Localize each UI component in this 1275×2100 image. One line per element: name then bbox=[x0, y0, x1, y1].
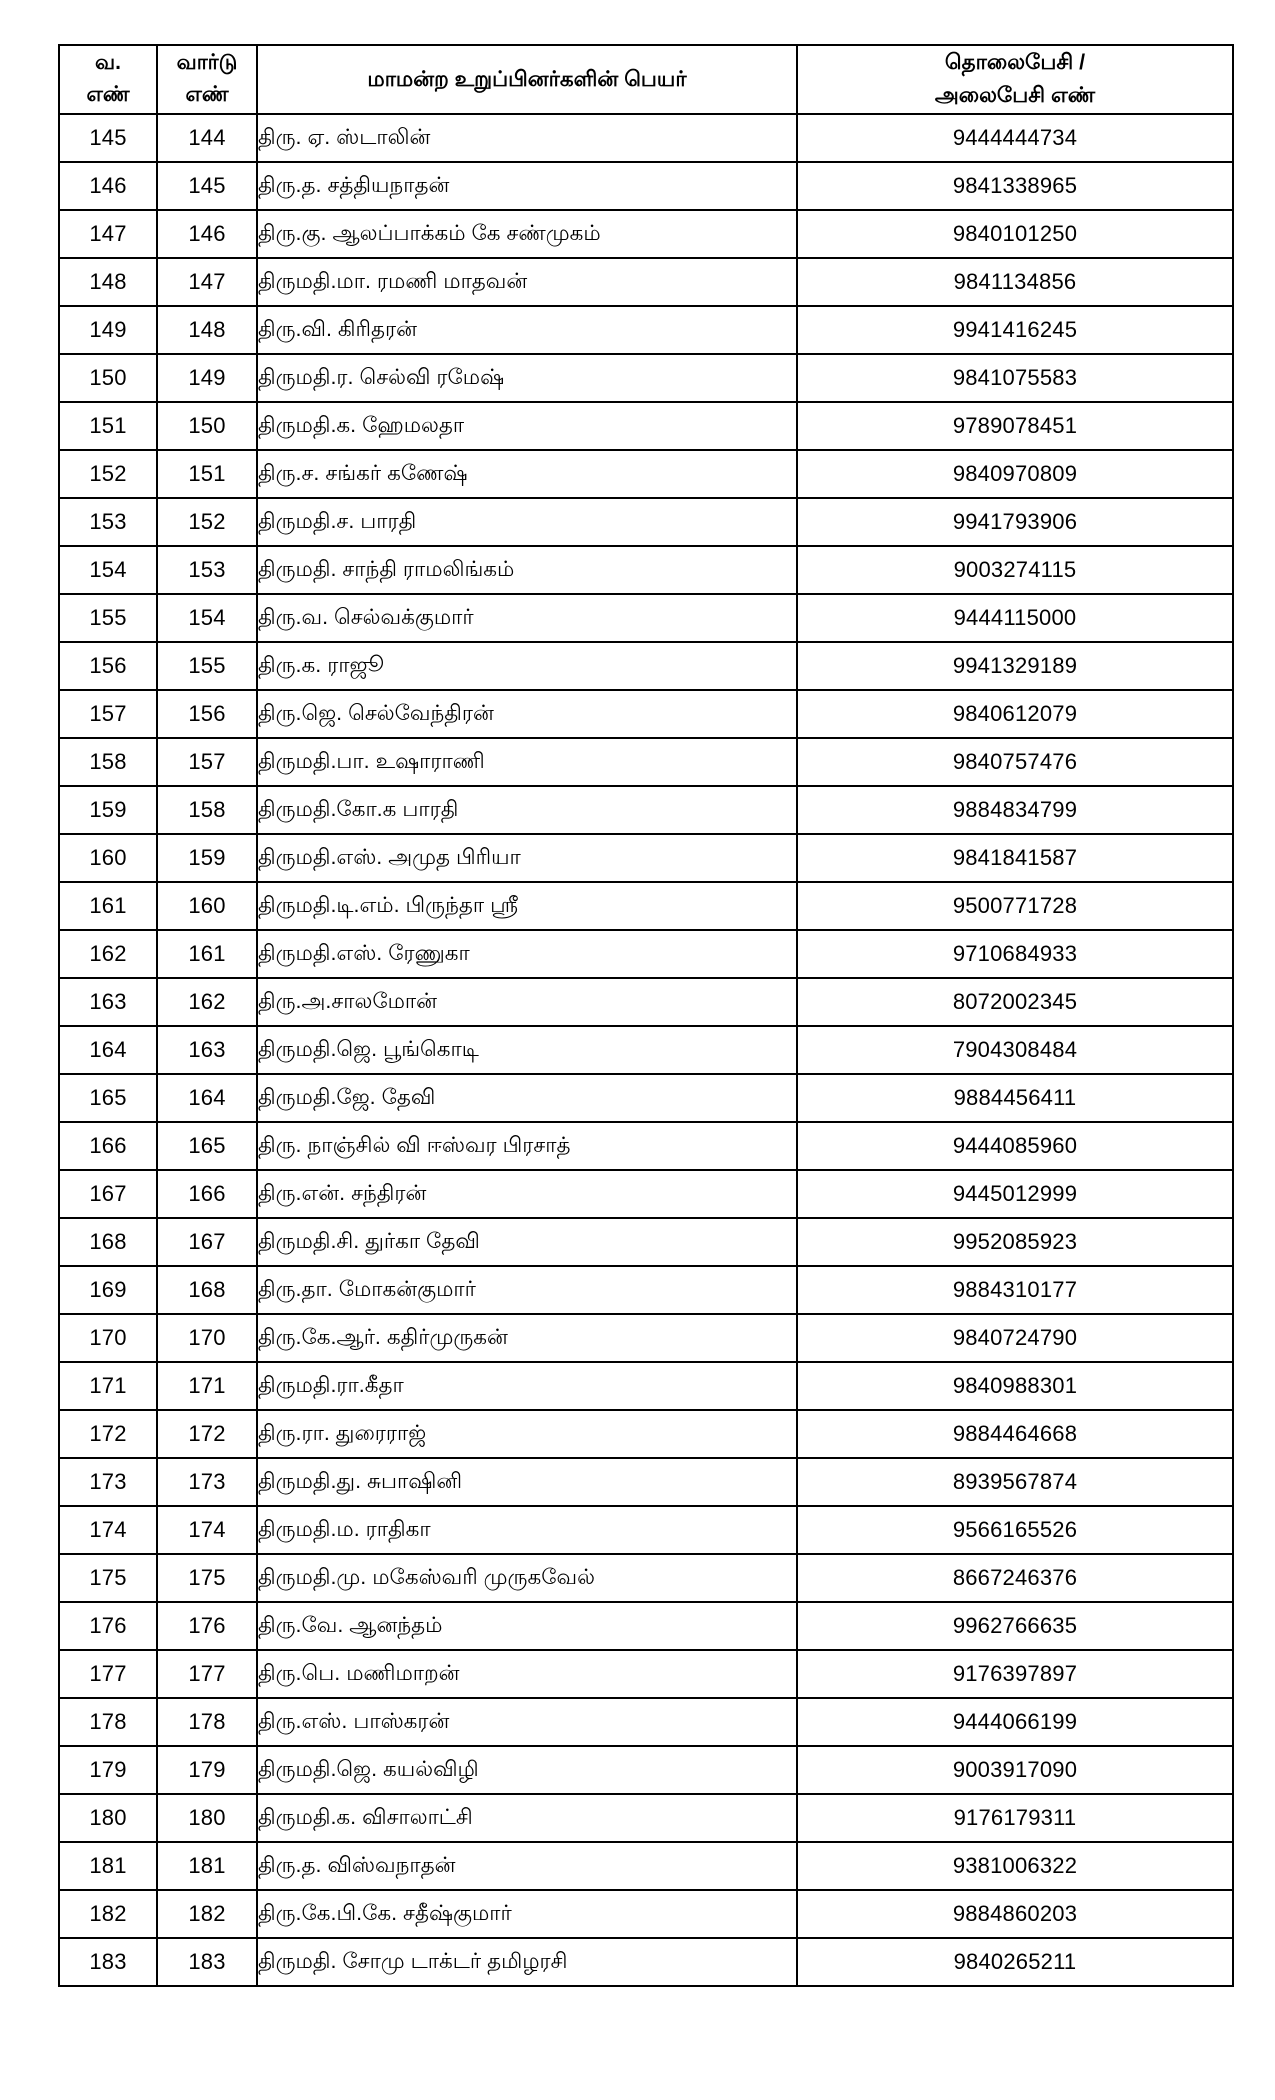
column-header-phone-line1: தொலைபேசி / bbox=[944, 50, 1086, 74]
table-row bbox=[59, 1506, 1233, 1554]
table-row bbox=[59, 882, 1233, 930]
cell-ward-number: 165 bbox=[157, 1122, 257, 1170]
column-header-ward-number bbox=[157, 45, 257, 114]
cell-ward-number: 149 bbox=[157, 354, 257, 402]
cell-serial-number: 158 bbox=[59, 738, 157, 786]
cell-member-name: திரு.கு. ஆலப்பாக்கம் கே சண்முகம் bbox=[257, 210, 797, 258]
cell-phone-number: 7904308484 bbox=[797, 1026, 1233, 1074]
cell-ward-number: 173 bbox=[157, 1458, 257, 1506]
cell-member-name: திரு.என். சந்திரன் bbox=[257, 1170, 797, 1218]
cell-ward-number: 182 bbox=[157, 1890, 257, 1938]
table-row bbox=[59, 1794, 1233, 1842]
table-row bbox=[59, 978, 1233, 1026]
table-row bbox=[59, 1218, 1233, 1266]
cell-ward-number: 159 bbox=[157, 834, 257, 882]
cell-member-name: திருமதி.க. ஹேமலதா bbox=[257, 402, 797, 450]
cell-ward-number: 153 bbox=[157, 546, 257, 594]
council-members-table bbox=[58, 44, 1234, 1987]
cell-phone-number: 9841841587 bbox=[797, 834, 1233, 882]
table-row bbox=[59, 1554, 1233, 1602]
table-row bbox=[59, 402, 1233, 450]
cell-serial-number: 166 bbox=[59, 1122, 157, 1170]
cell-member-name: திருமதி.பா. உஷாராணி bbox=[257, 738, 797, 786]
cell-member-name: திருமதி. சாந்தி ராமலிங்கம் bbox=[257, 546, 797, 594]
cell-ward-number: 148 bbox=[157, 306, 257, 354]
cell-member-name: திரு.வி. கிரிதரன் bbox=[257, 306, 797, 354]
column-header-serial-number bbox=[59, 45, 157, 114]
cell-phone-number: 9710684933 bbox=[797, 930, 1233, 978]
table-row bbox=[59, 114, 1233, 162]
cell-member-name: திரு.அ.சாலமோன் bbox=[257, 978, 797, 1026]
cell-serial-number: 177 bbox=[59, 1650, 157, 1698]
table-row bbox=[59, 1938, 1233, 1986]
cell-phone-number: 9884310177 bbox=[797, 1266, 1233, 1314]
cell-serial-number: 161 bbox=[59, 882, 157, 930]
cell-phone-number: 9841075583 bbox=[797, 354, 1233, 402]
cell-phone-number: 9840988301 bbox=[797, 1362, 1233, 1410]
cell-phone-number: 9884456411 bbox=[797, 1074, 1233, 1122]
cell-phone-number: 9941793906 bbox=[797, 498, 1233, 546]
table-body bbox=[59, 114, 1233, 1986]
cell-ward-number: 174 bbox=[157, 1506, 257, 1554]
column-header-serial-line2: எண் bbox=[86, 83, 130, 107]
column-header-serial-line1: வ. bbox=[95, 50, 121, 74]
cell-member-name: திரு.வே. ஆனந்தம் bbox=[257, 1602, 797, 1650]
cell-member-name: திருமதி.ஜெ. கயல்விழி bbox=[257, 1746, 797, 1794]
cell-phone-number: 9176179311 bbox=[797, 1794, 1233, 1842]
cell-phone-number: 9444085960 bbox=[797, 1122, 1233, 1170]
cell-serial-number: 172 bbox=[59, 1410, 157, 1458]
cell-phone-number: 9841338965 bbox=[797, 162, 1233, 210]
cell-member-name: திரு.பெ. மணிமாறன் bbox=[257, 1650, 797, 1698]
cell-member-name: திருமதி. சோமு டாக்டர் தமிழரசி bbox=[257, 1938, 797, 1986]
cell-serial-number: 148 bbox=[59, 258, 157, 306]
cell-ward-number: 152 bbox=[157, 498, 257, 546]
cell-serial-number: 156 bbox=[59, 642, 157, 690]
cell-serial-number: 147 bbox=[59, 210, 157, 258]
cell-serial-number: 182 bbox=[59, 1890, 157, 1938]
table-row bbox=[59, 1362, 1233, 1410]
cell-phone-number: 9941329189 bbox=[797, 642, 1233, 690]
cell-phone-number: 9500771728 bbox=[797, 882, 1233, 930]
cell-serial-number: 175 bbox=[59, 1554, 157, 1602]
table-row bbox=[59, 1602, 1233, 1650]
cell-serial-number: 168 bbox=[59, 1218, 157, 1266]
cell-phone-number: 9884464668 bbox=[797, 1410, 1233, 1458]
cell-serial-number: 149 bbox=[59, 306, 157, 354]
cell-ward-number: 175 bbox=[157, 1554, 257, 1602]
cell-ward-number: 146 bbox=[157, 210, 257, 258]
cell-serial-number: 150 bbox=[59, 354, 157, 402]
cell-ward-number: 154 bbox=[157, 594, 257, 642]
table-row bbox=[59, 1026, 1233, 1074]
cell-phone-number: 9840265211 bbox=[797, 1938, 1233, 1986]
table-row bbox=[59, 450, 1233, 498]
table-row bbox=[59, 786, 1233, 834]
table-row bbox=[59, 1458, 1233, 1506]
cell-member-name: திருமதி.டி.எம். பிருந்தா ஸ்ரீ bbox=[257, 882, 797, 930]
cell-ward-number: 171 bbox=[157, 1362, 257, 1410]
cell-member-name: திரு.த. விஸ்வநாதன் bbox=[257, 1842, 797, 1890]
cell-phone-number: 9444066199 bbox=[797, 1698, 1233, 1746]
table-row bbox=[59, 1890, 1233, 1938]
cell-member-name: திரு.ரா. துரைராஜ் bbox=[257, 1410, 797, 1458]
cell-serial-number: 176 bbox=[59, 1602, 157, 1650]
cell-member-name: திருமதி.மா. ரமணி மாதவன் bbox=[257, 258, 797, 306]
table-row bbox=[59, 498, 1233, 546]
cell-ward-number: 145 bbox=[157, 162, 257, 210]
cell-ward-number: 167 bbox=[157, 1218, 257, 1266]
table-row bbox=[59, 1746, 1233, 1794]
cell-phone-number: 9884834799 bbox=[797, 786, 1233, 834]
cell-phone-number: 9840970809 bbox=[797, 450, 1233, 498]
column-header-phone-line2: அலைபேசி எண் bbox=[934, 83, 1096, 108]
cell-phone-number: 9952085923 bbox=[797, 1218, 1233, 1266]
cell-serial-number: 170 bbox=[59, 1314, 157, 1362]
column-header-name-line1: மாமன்ற உறுப்பினர்களின் பெயர் bbox=[367, 66, 687, 91]
table-row bbox=[59, 306, 1233, 354]
cell-ward-number: 150 bbox=[157, 402, 257, 450]
cell-serial-number: 180 bbox=[59, 1794, 157, 1842]
table-row bbox=[59, 1266, 1233, 1314]
cell-ward-number: 157 bbox=[157, 738, 257, 786]
cell-member-name: திரு.எஸ். பாஸ்கரன் bbox=[257, 1698, 797, 1746]
cell-phone-number: 9445012999 bbox=[797, 1170, 1233, 1218]
table-row bbox=[59, 1698, 1233, 1746]
cell-member-name: திரு.த. சத்தியநாதன் bbox=[257, 162, 797, 210]
cell-serial-number: 183 bbox=[59, 1938, 157, 1986]
table-row bbox=[59, 1314, 1233, 1362]
cell-serial-number: 157 bbox=[59, 690, 157, 738]
cell-member-name: திரு. ஏ. ஸ்டாலின் bbox=[257, 114, 797, 162]
table-row bbox=[59, 594, 1233, 642]
cell-ward-number: 183 bbox=[157, 1938, 257, 1986]
cell-member-name: திரு.க. ராஜூ bbox=[257, 642, 797, 690]
cell-phone-number: 9003274115 bbox=[797, 546, 1233, 594]
cell-ward-number: 161 bbox=[157, 930, 257, 978]
column-header-ward-line1: வார்டு bbox=[176, 50, 238, 74]
cell-phone-number: 9941416245 bbox=[797, 306, 1233, 354]
table-row bbox=[59, 690, 1233, 738]
table-row bbox=[59, 1074, 1233, 1122]
table-header-row bbox=[59, 45, 1233, 114]
cell-phone-number: 9566165526 bbox=[797, 1506, 1233, 1554]
cell-member-name: திருமதி.து. சுபாஷினி bbox=[257, 1458, 797, 1506]
column-header-ward-line2: எண் bbox=[185, 83, 229, 107]
cell-phone-number: 9840757476 bbox=[797, 738, 1233, 786]
cell-member-name: திருமதி.மு. மகேஸ்வரி முருகவேல் bbox=[257, 1554, 797, 1602]
cell-ward-number: 177 bbox=[157, 1650, 257, 1698]
cell-ward-number: 179 bbox=[157, 1746, 257, 1794]
cell-member-name: திரு.வ. செல்வக்குமார் bbox=[257, 594, 797, 642]
cell-serial-number: 178 bbox=[59, 1698, 157, 1746]
cell-serial-number: 154 bbox=[59, 546, 157, 594]
cell-phone-number: 9841134856 bbox=[797, 258, 1233, 306]
cell-member-name: திருமதி.ரா.கீதா bbox=[257, 1362, 797, 1410]
cell-serial-number: 155 bbox=[59, 594, 157, 642]
cell-member-name: திருமதி.ம. ராதிகா bbox=[257, 1506, 797, 1554]
cell-serial-number: 173 bbox=[59, 1458, 157, 1506]
column-header-member-name bbox=[257, 45, 797, 114]
cell-member-name: திருமதி.ச. பாரதி bbox=[257, 498, 797, 546]
cell-phone-number: 9381006322 bbox=[797, 1842, 1233, 1890]
cell-phone-number: 9840612079 bbox=[797, 690, 1233, 738]
cell-ward-number: 176 bbox=[157, 1602, 257, 1650]
cell-phone-number: 9176397897 bbox=[797, 1650, 1233, 1698]
cell-serial-number: 179 bbox=[59, 1746, 157, 1794]
cell-ward-number: 144 bbox=[157, 114, 257, 162]
table-row bbox=[59, 642, 1233, 690]
cell-member-name: திருமதி.சி. துர்கா தேவி bbox=[257, 1218, 797, 1266]
cell-ward-number: 160 bbox=[157, 882, 257, 930]
cell-member-name: திரு.ஜெ. செல்வேந்திரன் bbox=[257, 690, 797, 738]
table-row bbox=[59, 210, 1233, 258]
cell-serial-number: 153 bbox=[59, 498, 157, 546]
cell-ward-number: 164 bbox=[157, 1074, 257, 1122]
cell-member-name: திரு. நாஞ்சில் வி ஈஸ்வர பிரசாத் bbox=[257, 1122, 797, 1170]
cell-serial-number: 167 bbox=[59, 1170, 157, 1218]
cell-member-name: திரு.கே.பி.கே. சதீஷ்குமார் bbox=[257, 1890, 797, 1938]
table-row bbox=[59, 1410, 1233, 1458]
cell-member-name: திருமதி.ர. செல்வி ரமேஷ் bbox=[257, 354, 797, 402]
cell-serial-number: 165 bbox=[59, 1074, 157, 1122]
cell-serial-number: 159 bbox=[59, 786, 157, 834]
table-row bbox=[59, 1122, 1233, 1170]
cell-ward-number: 155 bbox=[157, 642, 257, 690]
cell-ward-number: 163 bbox=[157, 1026, 257, 1074]
table-row bbox=[59, 738, 1233, 786]
cell-phone-number: 9789078451 bbox=[797, 402, 1233, 450]
cell-member-name: திரு.தா. மோகன்குமார் bbox=[257, 1266, 797, 1314]
cell-serial-number: 162 bbox=[59, 930, 157, 978]
cell-member-name: திருமதி.ஜெ. பூங்கொடி bbox=[257, 1026, 797, 1074]
cell-phone-number: 9840724790 bbox=[797, 1314, 1233, 1362]
cell-serial-number: 145 bbox=[59, 114, 157, 162]
cell-member-name: திரு.ச. சங்கர் கணேஷ் bbox=[257, 450, 797, 498]
cell-phone-number: 9962766635 bbox=[797, 1602, 1233, 1650]
cell-member-name: திருமதி.எஸ். அமுத பிரியா bbox=[257, 834, 797, 882]
table-row bbox=[59, 930, 1233, 978]
cell-member-name: திருமதி.ஜே. தேவி bbox=[257, 1074, 797, 1122]
cell-ward-number: 151 bbox=[157, 450, 257, 498]
cell-serial-number: 171 bbox=[59, 1362, 157, 1410]
table-header bbox=[59, 45, 1233, 114]
cell-ward-number: 166 bbox=[157, 1170, 257, 1218]
cell-member-name: திருமதி.கோ.க பாரதி bbox=[257, 786, 797, 834]
cell-phone-number: 8072002345 bbox=[797, 978, 1233, 1026]
cell-serial-number: 146 bbox=[59, 162, 157, 210]
table-row bbox=[59, 162, 1233, 210]
cell-serial-number: 169 bbox=[59, 1266, 157, 1314]
column-header-phone-number bbox=[797, 45, 1233, 114]
cell-ward-number: 181 bbox=[157, 1842, 257, 1890]
cell-ward-number: 147 bbox=[157, 258, 257, 306]
cell-ward-number: 156 bbox=[157, 690, 257, 738]
table-row bbox=[59, 1170, 1233, 1218]
table-row bbox=[59, 258, 1233, 306]
cell-phone-number: 9444444734 bbox=[797, 114, 1233, 162]
cell-ward-number: 172 bbox=[157, 1410, 257, 1458]
cell-ward-number: 180 bbox=[157, 1794, 257, 1842]
cell-phone-number: 9444115000 bbox=[797, 594, 1233, 642]
cell-ward-number: 158 bbox=[157, 786, 257, 834]
cell-phone-number: 8939567874 bbox=[797, 1458, 1233, 1506]
cell-serial-number: 163 bbox=[59, 978, 157, 1026]
cell-serial-number: 164 bbox=[59, 1026, 157, 1074]
cell-serial-number: 181 bbox=[59, 1842, 157, 1890]
cell-ward-number: 162 bbox=[157, 978, 257, 1026]
cell-phone-number: 9884860203 bbox=[797, 1890, 1233, 1938]
table-row bbox=[59, 1842, 1233, 1890]
cell-serial-number: 151 bbox=[59, 402, 157, 450]
cell-phone-number: 9003917090 bbox=[797, 1746, 1233, 1794]
cell-serial-number: 152 bbox=[59, 450, 157, 498]
cell-member-name: திரு.கே.ஆர். கதிர்முருகன் bbox=[257, 1314, 797, 1362]
cell-phone-number: 8667246376 bbox=[797, 1554, 1233, 1602]
cell-serial-number: 174 bbox=[59, 1506, 157, 1554]
table-row bbox=[59, 546, 1233, 594]
cell-serial-number: 160 bbox=[59, 834, 157, 882]
cell-ward-number: 168 bbox=[157, 1266, 257, 1314]
cell-ward-number: 178 bbox=[157, 1698, 257, 1746]
table-row bbox=[59, 1650, 1233, 1698]
cell-member-name: திருமதி.எஸ். ரேணுகா bbox=[257, 930, 797, 978]
table-row bbox=[59, 834, 1233, 882]
cell-member-name: திருமதி.க. விசாலாட்சி bbox=[257, 1794, 797, 1842]
cell-phone-number: 9840101250 bbox=[797, 210, 1233, 258]
table-row bbox=[59, 354, 1233, 402]
cell-ward-number: 170 bbox=[157, 1314, 257, 1362]
